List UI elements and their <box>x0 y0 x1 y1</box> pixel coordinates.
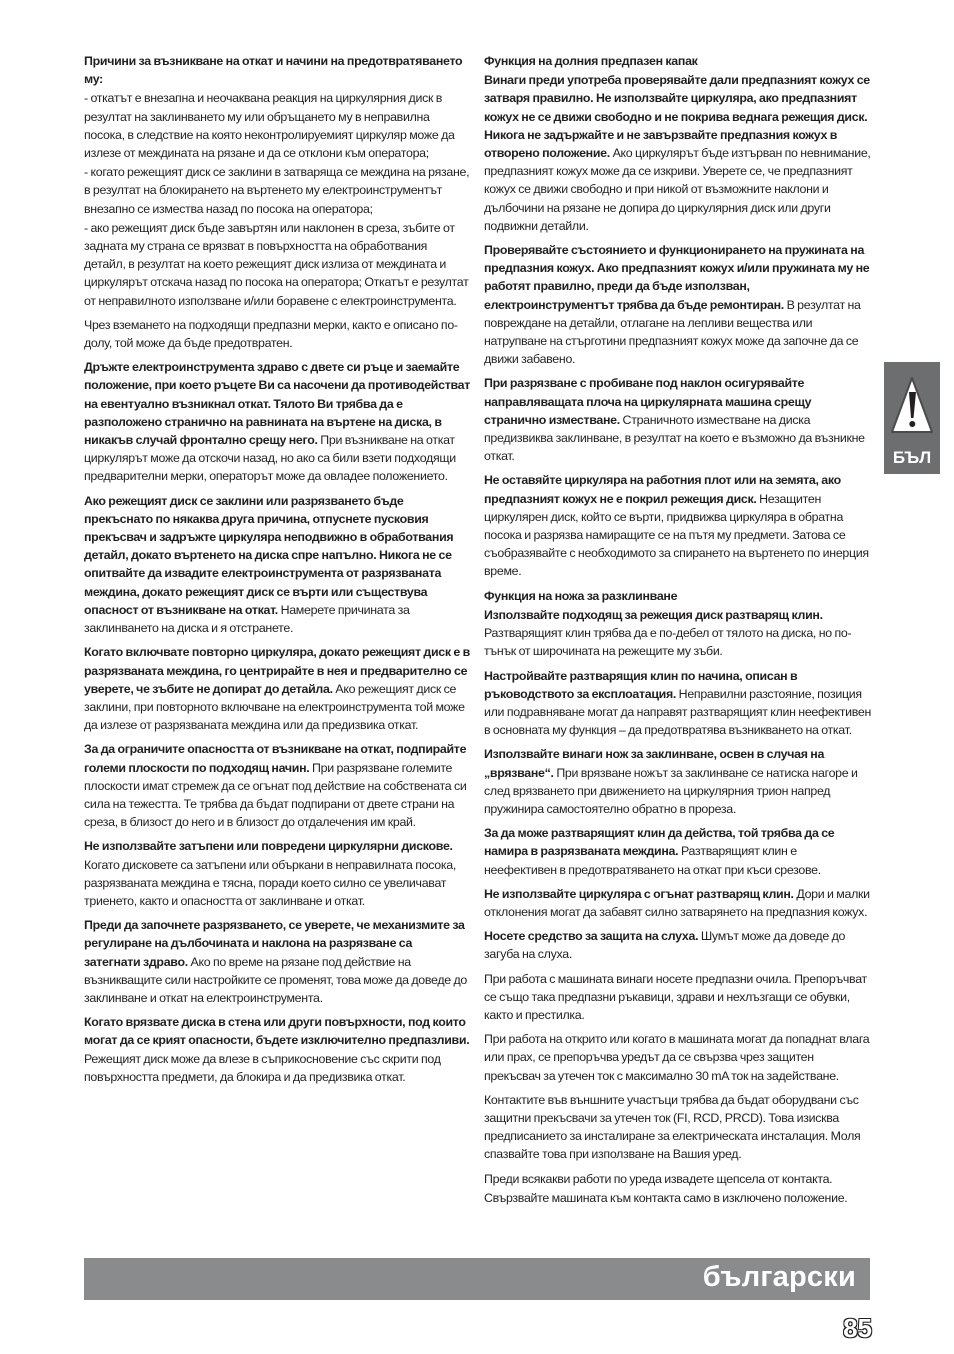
paragraph: За да ограничите опасността от възникване на откат, подпирайте големи плоскости по подходящ начин. При разрязване големите плоскости имат стремеж да се огънат под действие на собствената си сила на тежестта. Те трябва да бъдат подпирани от двете страни на среза, в близост до него и в близост до отдалечения им край. <box>84 742 467 830</box>
paragraph: Винаги преди употреба проверявайте дали предпазният кожух се затваря правилно. Не използвайте циркуляра, ако предпазният кожух не се движи свободно и не покрива веднага режещия диск. Никога не задържайте и не завързвайте предпазния кожух в отворено положение. Ако циркулярът бъде изтърван по невнимание, предпазният кожух може да се изкриви. Уверете се, че предпазният кожух се движи свободно и при никой от възможните наклони и дълбочини на рязане не допира до циркулярния диск или други подвижни детайли. <box>484 73 871 233</box>
paragraph: - когато режещият диск се заклини в затваряща се междина на рязане, в резултат на блокирането на въртенето му електроинструментът внезапно се измества назад по посока на оператора; <box>84 165 470 216</box>
language-side-tab <box>884 362 940 474</box>
paragraph: При работа с машината винаги носете предпазни очила. Препоръчват се също така предпазни ръкавици, здрави и нехлъзгащи се обувки, както и престилка. <box>484 971 867 1022</box>
paragraph: Когато врязвате диска в стена или други повърхности, под които могат да се крият опасности, бъдете изключително предпазливи. Режещият диск може да влезе в съприкосновение със скрити под повърхността предмети, да блокира и да предизвика откат. <box>84 1015 470 1084</box>
paragraph: Когато включвате повторно циркуляра, докато режещият диск е в разрязваната междина, го центрирайте в нея и предварително се уверете, че зъбите не допират до детайла. Ако режещият диск се заклини, при повторното включване на електроинструмента той може да излезе от разрязваната междина или да предизвика откат. <box>84 645 470 733</box>
page-number: 85 <box>843 1313 872 1343</box>
language-label: български <box>702 1261 856 1293</box>
paragraph: Дръжте електроинструмента здраво с двете си ръце и заемайте положение, при което ръцете Ви са насочени да противодействат на евентуално възникнал откат. Тялото Ви трябва да е разположено странично на равнината на въртене на диска, в никакъв случай фронтално срещу него. При възникване на откат циркулярът може да отскочи назад, но ако са били взети подходящи предварителни мерки, операторът може да овладее положението. <box>84 360 470 484</box>
paragraph: Настройвайте разтварящия клин по начина, описан в ръководството за експлоатация. Неправилни разстояние, позиция или подравняване могат да направят разтварящият клин неефективен в основната му функция – да предотвратява възникването на откат. <box>484 668 872 738</box>
right-column <box>484 52 872 1213</box>
paragraph: Използвайте винаги нож за заклинване, освен в случая на „врязване“. При врязване ножът за заклинване се натиска нагоре и след врязването при движението на циркулярния трион напред пружинира самостоятелно обратно в прореза. <box>484 747 858 816</box>
paragraph: Използвайте подходящ за режещия диск разтварящ клин. Разтварящият клин трябва да е по-дебел от тялото на диска, но по-тънък от широчината на режещите му зъби. <box>484 607 852 659</box>
paragraph: Чрез вземането на подходящи предпазни мерки, както е описано по-долу, той може да бъде предотвратен. <box>84 317 458 351</box>
paragraph: Контактите във външните участъци трябва да бъдат оборудвани със защитни прекъсвачи за утечен ток (FI, RCD, PRCD). Това изисква предписанието за инсталиране за електрическата инсталация. Моля спазвайте това при използване на Вашия уред. <box>484 1092 861 1162</box>
section-heading: Причини за възникване на откат и начини на предотвратяването му: <box>84 54 463 87</box>
section-heading: Функция на долния предпазен капак <box>484 54 698 68</box>
paragraph: Преди да започнете разрязването, се уверете, че механизмите за регулиране на дълбочината и наклона на разрязване са затегнати здраво. Ако по време на рязане под действие на възникващите сили настройките се променят, това може да доведе до заклинване и откат на електроинструмента. <box>84 918 468 1005</box>
paragraph: За да може разтварящият клин да действа, той трябва да се намира в разрязваната междина. Разтварящият клин е неефективен в предотвратяването на откат при къси срезове. <box>484 826 835 877</box>
language-footer-bar <box>84 1258 870 1300</box>
paragraph: При работа на открито или когато в машината могат да попаднат влага или прах, се препоръчва уредът да се свързва чрез защитен прекъсвач за утечен ток с максимално 30 mA ток на задействане. <box>484 1032 870 1083</box>
paragraph: Проверявайте състоянието и функционирането на пружината на предпазния кожух. Ако предпазният кожух и/или пружината му не работят правилно, преди да бъде използван, електроинструментът трябва да бъде ремонтиран. В резултат на повреждане на детайли, отлагане на лепливи вещества или натрупване на стърготини предпазният кожух може да започне да се движи забавено. <box>484 243 870 367</box>
language-code: БЪЛ <box>892 448 932 467</box>
paragraph: Преди всякакви работи по уреда извадете щепсела от контакта. <box>484 1171 833 1186</box>
paragraph: Носете средство за защита на слуха. Шумът може да доведе до загуба на слуха. <box>484 929 846 962</box>
paragraph: Свързвайте машината към контакта само в изключено положение. <box>484 1190 848 1205</box>
paragraph: Не използвайте циркуляра с огънат разтварящ клин. Дори и малки отклонения могат да забавят силно затварянето на предпазния кожух. <box>484 886 870 919</box>
section-heading: Функция на ножа за разклинване <box>484 588 678 603</box>
paragraph: При разрязване с пробиване под наклон осигурявайте направляващата плоча на циркулярната машина срещу странично изместване. Страничното изместване на диска предизвиква заклинване, в резултат на което е възможно да възникне откат. <box>484 376 865 464</box>
paragraph: Не използвайте затъпени или повредени циркулярни дискове. Когато дисковете са затъпени или объркани в неправилната посока, разрязваната междина е тясна, поради което силно се увеличават триенето, както и опасността от заклинване и откат. <box>84 839 456 908</box>
left-column <box>84 52 470 1092</box>
paragraph: Ако режещият диск се заклини или разрязването бъде прекъснато по някаква друга причина, отпуснете пусковия прекъсвач и задръжте циркуляра неподвижно в обработвания детайл, докато въртенето на диска спре напълно. Никога не се опитвайте да извадите електроинструмента от разрязваната междина, докато режещият диск се върти или съществува опасност от възникване на откат. Намерете причината за заклинването на диска и я отстранете. <box>84 493 454 636</box>
paragraph: - ако режещият диск бъде завъртян или наклонен в среза, зъбите от задната му страна се врязват в повърхността на обработвания детайл, в резултат на което режещият диск излиза от междината и циркулярът отскача назад по посока на оператора; Откатът е резултат от неправилното използване и/или боравене с електроинструмента. <box>84 220 469 308</box>
paragraph: Не оставяйте циркуляра на работния плот или на земята, ако предпазният кожух не е покрил режещия диск. Незащитен циркулярен диск, който се върти, придвижва циркуляра в обратна посока и разрязва намиращите се на пътя му предмети. Затова се съобразявайте с необходимото за спирането на въртенето по инерция време. <box>484 473 869 579</box>
warning-triangle-icon <box>890 376 934 446</box>
paragraph: - откатът е внезапна и неочаквана реакция на циркулярния диск в резултат на заклинването му или обръщането му в неправилна посока, в следствие на която неконтролируемият циркуляр може да излезе от междината на рязане и да се отклони към оператора; <box>84 91 455 161</box>
